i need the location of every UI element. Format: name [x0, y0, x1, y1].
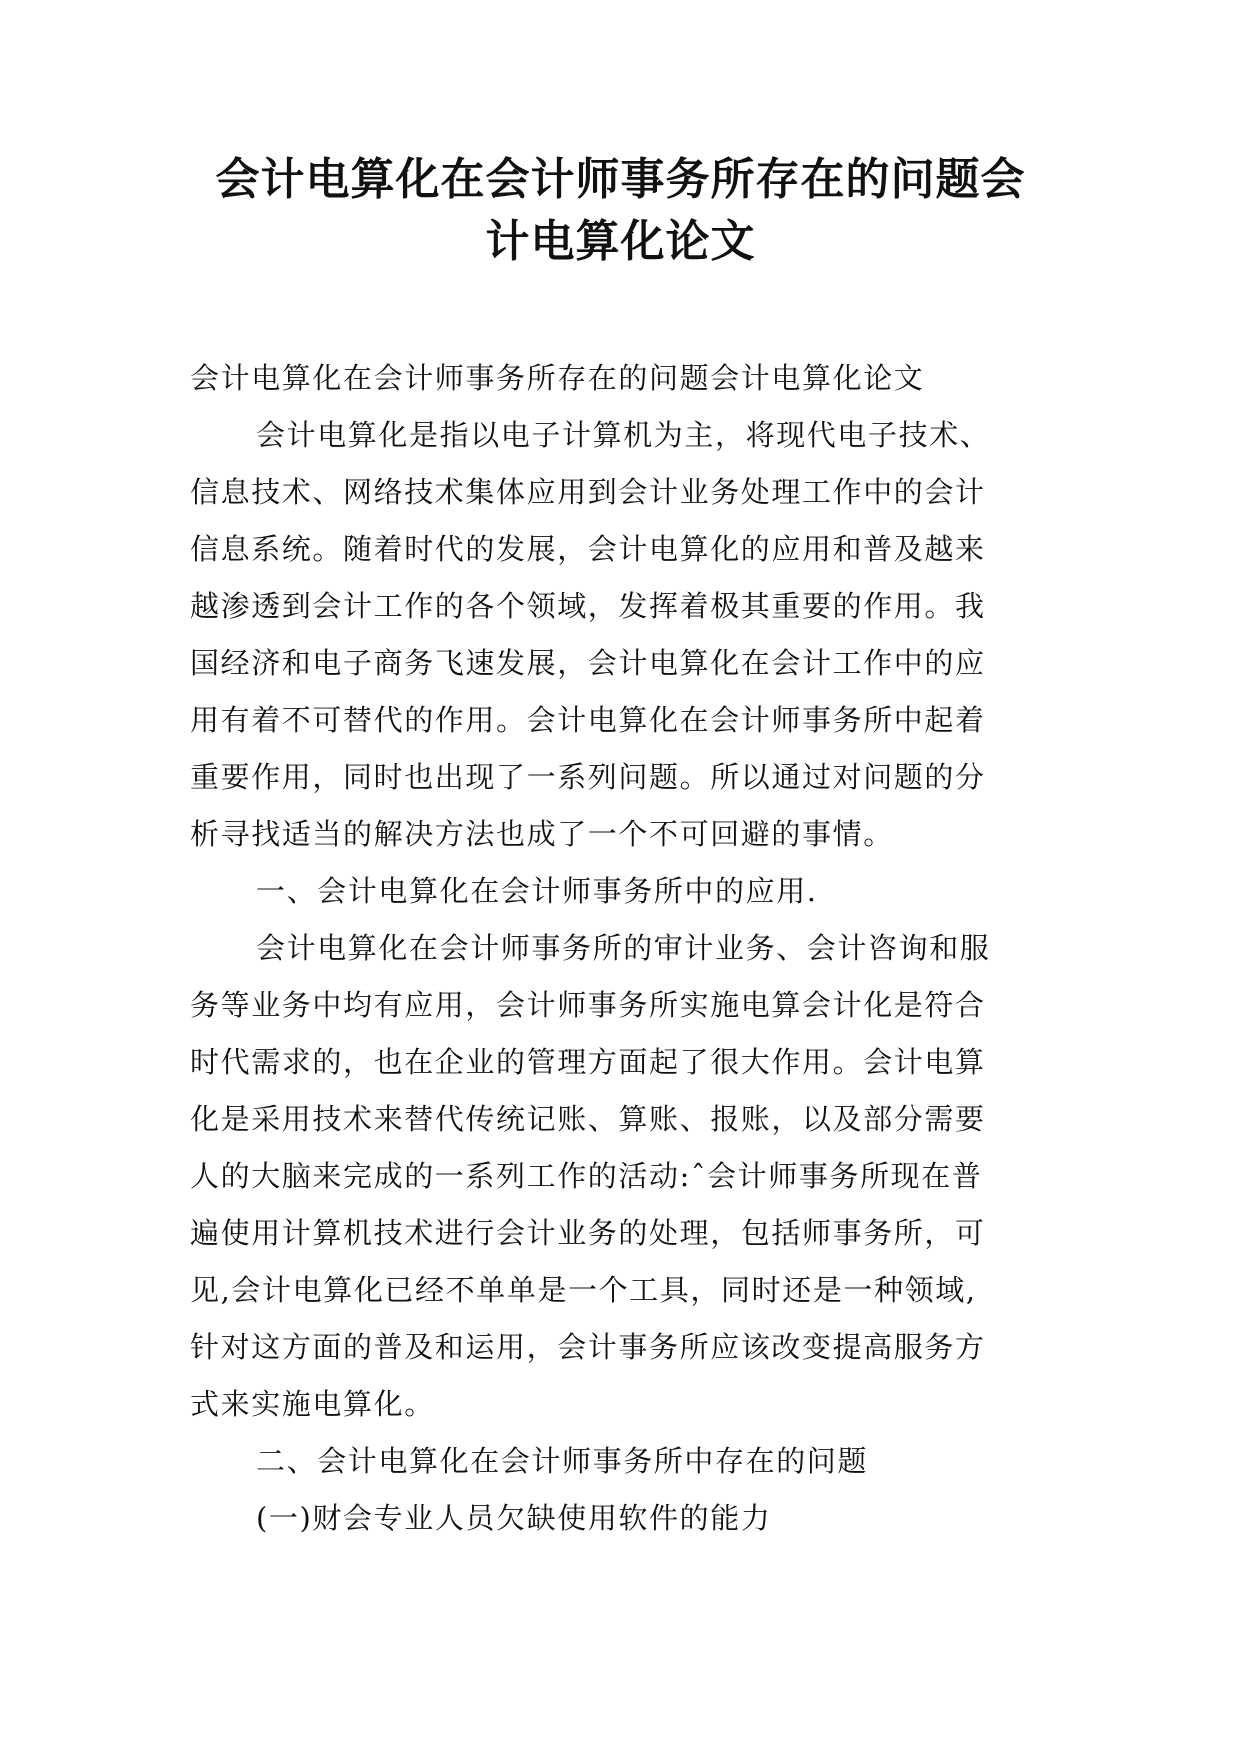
body-text-line: 信息技术、网络技术集体应用到会计业务处理工作中的会计 — [190, 475, 986, 509]
document-body — [190, 350, 1050, 1547]
body-text-line: 一、会计电算化在会计师事务所中的应用. — [256, 874, 818, 908]
body-text-line: 化是采用技术来替代传统记账、算账、报账，以及部分需要 — [190, 1102, 986, 1136]
body-text-line: 重要作用，同时也出现了一系列问题。所以通过对问题的分 — [190, 760, 986, 794]
body-text-line: 针对这方面的普及和运用，会计事务所应该改变提高服务方 — [190, 1330, 986, 1364]
body-text-line: 越渗透到会计工作的各个领域，发挥着极其重要的作用。我 — [190, 589, 986, 623]
body-text-line: 析寻找适当的解决方法也成了一个不可回避的事情。 — [190, 817, 894, 851]
body-text-line: 见,会计电算化已经不单单是一个工具，同时还是一种领域, — [190, 1273, 977, 1307]
body-text-line: 时代需求的，也在企业的管理方面起了很大作用。会计电算 — [190, 1045, 986, 1079]
body-text-line: 式来实施电算化。 — [190, 1387, 435, 1421]
body-text-line: 人的大脑来完成的一系列工作的活动:ˆ会计师事务所现在普 — [190, 1159, 983, 1193]
body-text-line: 会计电算化在会计师事务所存在的问题会计电算化论文 — [190, 361, 925, 395]
body-text-line: 用有着不可替代的作用。会计电算化在会计师事务所中起着 — [190, 703, 986, 737]
body-text-line: 务等业务中均有应用，会计师事务所实施电算会计化是符合 — [190, 988, 986, 1022]
body-text-line: (一)财会专业人员欠缺使用软件的能力 — [256, 1501, 772, 1535]
body-text-line: 会计电算化在会计师事务所的审计业务、会计咨询和服 — [256, 931, 991, 965]
document-title-line-2: 计电算化论文 — [485, 216, 756, 267]
body-text-line: 信息系统。随着时代的发展，会计电算化的应用和普及越来 — [190, 532, 986, 566]
body-text-line: 遍使用计算机技术进行会计业务的处理，包括师事务所，可 — [190, 1216, 986, 1250]
body-text-line: 二、会计电算化在会计师事务所中存在的问题 — [256, 1444, 869, 1478]
body-text-line: 国经济和电子商务飞速发展，会计电算化在会计工作中的应 — [190, 646, 986, 680]
body-text-line: 会计电算化是指以电子计算机为主，将现代电子技术、 — [256, 418, 991, 452]
document-title-line-1: 会计电算化在会计师事务所存在的问题会 — [215, 154, 1026, 205]
